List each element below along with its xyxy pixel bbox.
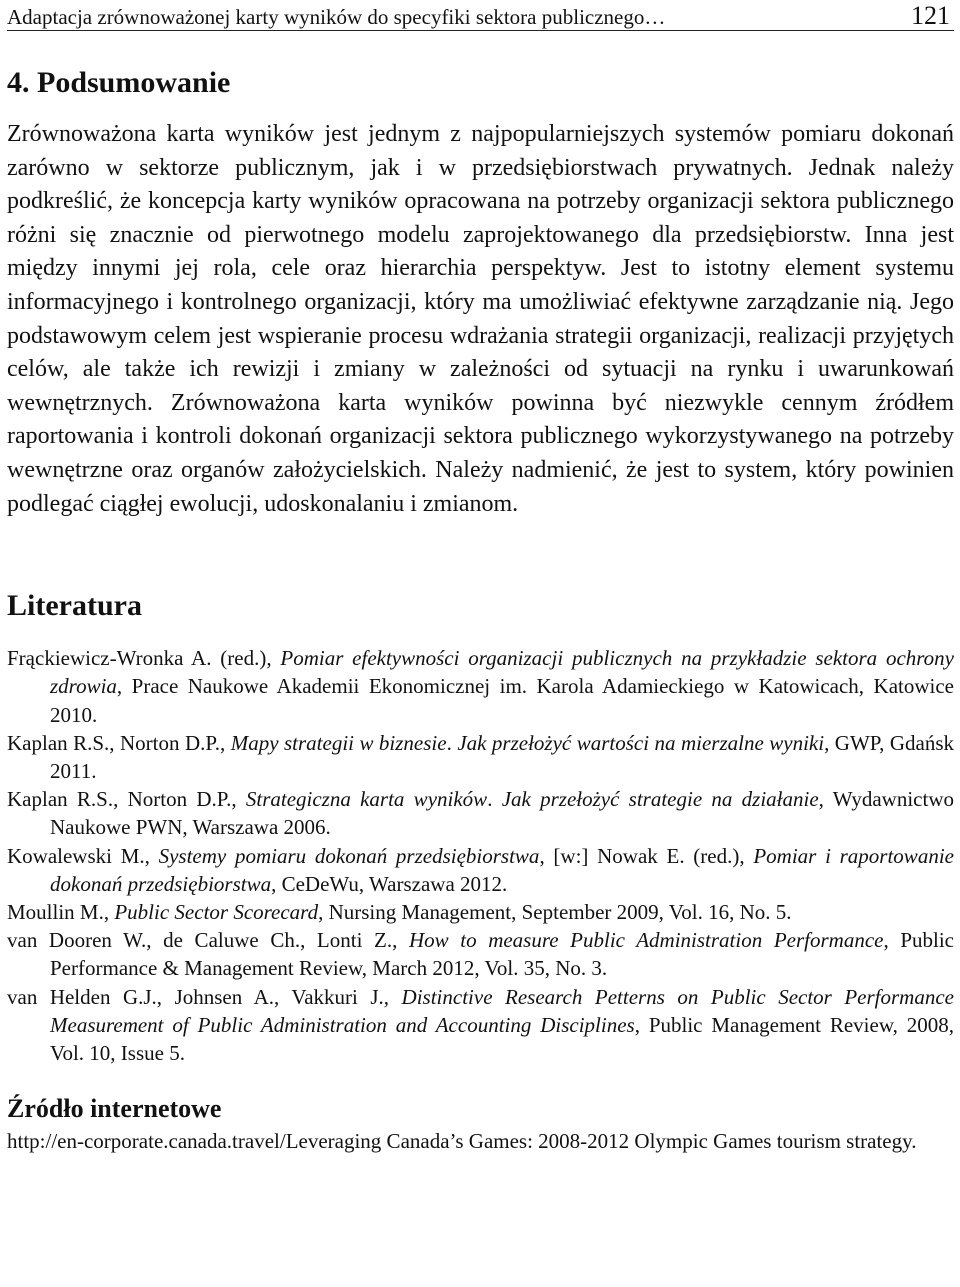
ref-authors: van Helden G.J., Johnsen A., Vakkuri J., <box>7 984 402 1009</box>
running-header <box>7 0 954 31</box>
ref-title: Pomiar efektywności organizacji publicznych na przykładzie sektora ochrony zdrowia <box>50 646 954 699</box>
ref-title: Systemy pomiaru dokonań przedsiębiorstwa <box>158 843 540 868</box>
ref-authors: Moullin M., <box>7 899 115 924</box>
ref-details: . <box>446 730 458 755</box>
ref-authors: Kowalewski M., <box>7 843 159 868</box>
reference-item <box>7 898 954 926</box>
ref-title: Strategiczna karta wyników <box>245 787 488 812</box>
internet-source-heading: Źródło internetowe <box>7 1094 222 1124</box>
summary-paragraph: Zrównoważona karta wyników jest jednym z najpopularniejszych systemów pomiaru dokonań zarówno w sektorze publicznym, jak i w przedsiębiorstwach prywatnych. Jednak należy podkreślić, że koncepcja karty wyników opracowana na potrzeby organizacji sektora publicznego różni się znacznie od pierwotnego modelu zaprojektowanego dla przedsiębiorstw. Inna jest między innymi jej rola, cele oraz hierarchia perspektyw. Jest to istotny element systemu informacyjnego i kontrolnego organizacji, który ma umożliwiać efektywne zarządzanie nią. Jego podstawowym celem jest wspieranie procesu wdrażania strategii organizacji, realizacji przyjętych celów, ale także ich rewizji i zmiany w zależności od sytuacji na rynku i uwarunkowań wewnętrznych. Zrównoważona karta wyników powinna być niezwykle cennym źródłem raportowania i kontroli dokonań organizacji sektora publicznego wykorzystywanego na potrzeby wewnętrzne oraz organów założycielskich. Należy nadmienić, że jest to system, który powinien podlegać ciągłej ewolucji, udoskonalaniu i zmianom. <box>7 121 954 517</box>
reference-item <box>7 842 954 898</box>
literature-heading: Literatura <box>7 589 142 623</box>
reference-item <box>7 644 954 729</box>
ref-details: , [w:] Nowak E. (red.), <box>539 843 754 868</box>
internet-source-entry: http://en-corporate.canada.travel/Leveraging Canada’s Games: 2008-2012 Olympic Games tourism strategy. <box>7 1129 917 1154</box>
section-heading: 4. Podsumowanie <box>7 66 231 99</box>
ref-title: How to measure Public Administration Performance <box>408 928 884 953</box>
ref-subtitle: Jak przełożyć wartości na mierzalne wyniki <box>457 730 825 755</box>
ref-publisher: , GWP, Gdańsk 2011. <box>50 730 955 783</box>
ref-details: , Prace Naukowe Akademii Ekonomicznej im. Karola Adamieckiego w Katowicach, Katowice 2010. <box>50 674 954 727</box>
ref-subtitle: Jak przełożyć strategie na działanie <box>501 787 819 812</box>
ref-authors: Kaplan R.S., Norton D.P., <box>7 787 246 812</box>
running-title: Adaptacja zrównoważonej karty wyników do specyfiki sektora publicznego… <box>7 5 666 29</box>
ref-details: , Public Management Review, 2008, Vol. 10, Issue 5. <box>50 1012 954 1065</box>
ref-publisher: , Wydawnictwo Naukowe PWN, Warszawa 2006. <box>50 787 954 840</box>
ref-title: Distinctive Research Petterns on Public Sector Performance Measurement of Public Administration and Accounting Disciplines <box>50 984 954 1037</box>
ref-subtitle: Pomiar i raportowanie dokonań przedsiębiorstwa <box>50 843 954 896</box>
ref-details: . <box>487 787 502 812</box>
reference-item <box>7 785 954 841</box>
reference-item <box>7 926 954 982</box>
page-number: 121 <box>911 1 950 30</box>
reference-item <box>7 729 954 785</box>
ref-details: , Nursing Management, September 2009, Vol. 16, No. 5. <box>318 899 792 924</box>
ref-publisher: , CeDeWu, Warszawa 2012. <box>271 871 508 896</box>
reference-list <box>7 644 954 1067</box>
ref-authors: Kaplan R.S., Norton D.P., <box>7 730 231 755</box>
ref-title: Public Sector Scorecard <box>114 899 319 924</box>
reference-item <box>7 983 954 1068</box>
ref-authors: van Dooren W., de Caluwe Ch., Lonti Z., <box>7 928 409 953</box>
ref-authors: Frąckiewicz-Wronka A. (red.), <box>7 646 281 671</box>
ref-details: , Public Performance & Management Review, March 2012, Vol. 35, No. 3. <box>50 928 954 981</box>
ref-title: Mapy strategii w biznesie <box>230 730 447 755</box>
